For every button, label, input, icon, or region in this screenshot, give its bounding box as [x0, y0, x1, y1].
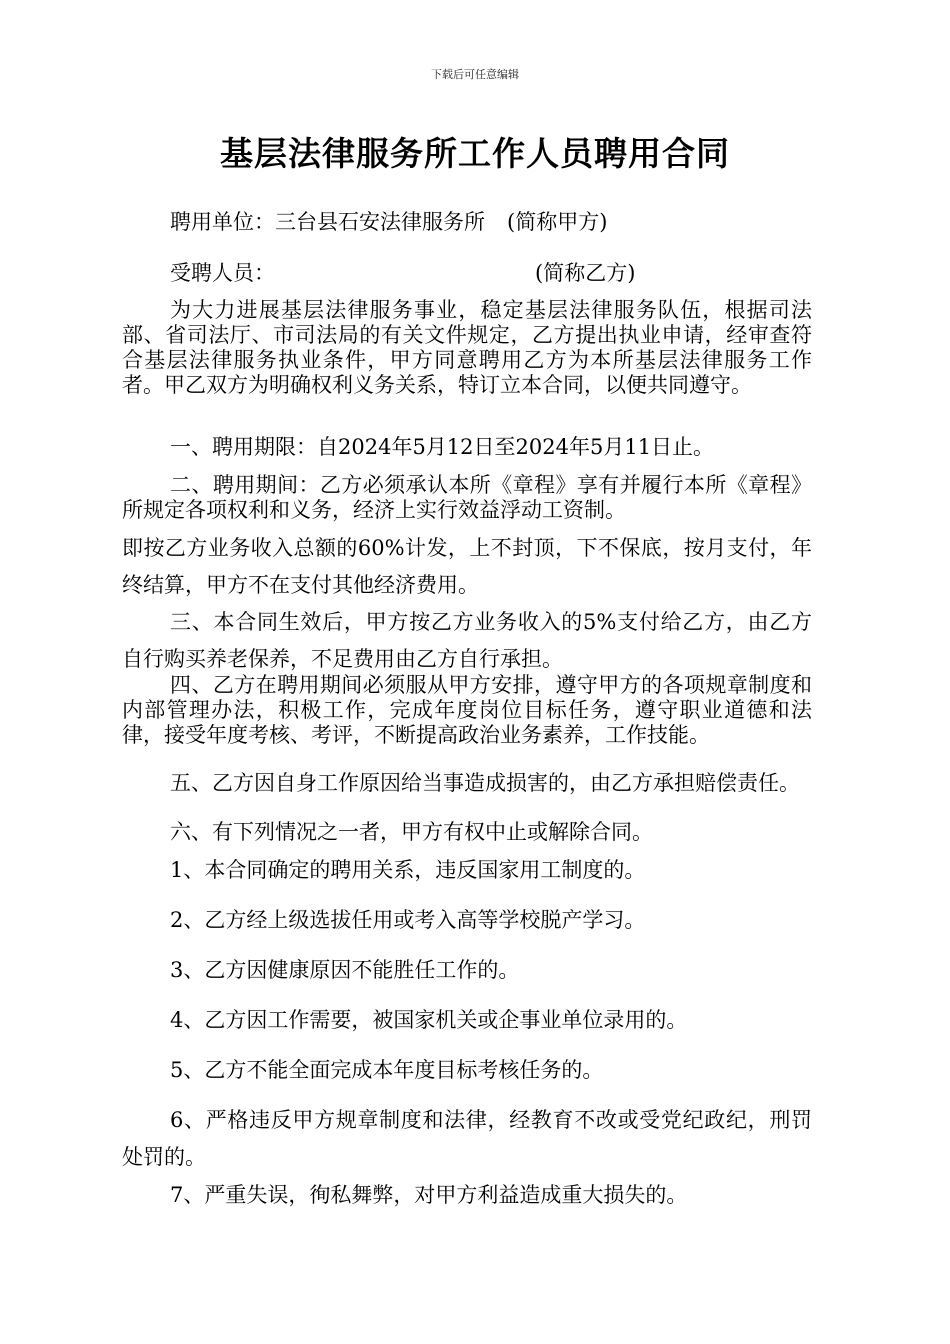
employer-name: 三台县石安法律服务所 [275, 210, 485, 234]
clause-2b: 即按乙方业务收入总额的60%计发，上不封顶，下不保底，按月支付，年终结算，甲方不在支付其他经济费用。 [122, 536, 812, 597]
clause-4: 四、乙方在聘用期间必须服从甲方安排，遵守甲方的各项规章制度和内部管理办法，积极工作，完成年度岗位目标任务，遵守职业道德和法律，接受年度考核、考评，不断提高政治业务素养，工作技能。 [122, 673, 812, 747]
list-item: 1、本合同确定的聘用关系，违反国家用工制度的。 [170, 858, 646, 882]
employee-alias: (简称乙方) [535, 261, 636, 285]
employer-line [122, 210, 812, 235]
page-title: 基层法律服务所工作人员聘用合同 [220, 134, 730, 173]
employee-line [122, 261, 812, 286]
clause-6: 六、有下列情况之一者，甲方有权中止或解除合同。 [170, 820, 653, 844]
preamble-paragraph: 为大力进展基层法律服务事业，稳定基层法律服务队伍，根据司法部、省司法厅、市司法局的有关文件规定，乙方提出执业申请，经审查符合基层法律服务执业条件，甲方同意聘用乙方为本所基层法律服务工作者。甲乙双方为明确权利义务关系，特订立本合同，以便共同遵守。 [122, 298, 812, 397]
list-item: 5、乙方不能全面完成本年度目标考核任务的。 [170, 1058, 604, 1082]
employer-label: 聘用单位： [170, 210, 275, 234]
employer-alias: (简称甲方) [507, 210, 608, 234]
list-item: 2、乙方经上级选拔任用或考入高等学校脱产学习。 [170, 908, 646, 932]
list-item: 3、乙方因健康原因不能胜任工作的。 [170, 958, 520, 982]
clause-1: 一、聘用期限：自2024年5月12日至2024年5月11日止。 [170, 435, 715, 459]
list-item: 6、严格违反甲方规章制度和法律，经教育不改或受党纪政纪，刑罚处罚的。 [122, 1108, 812, 1169]
list-item: 4、乙方因工作需要，被国家机关或企事业单位录用的。 [170, 1008, 688, 1032]
header-note: 下载后可任意编辑 [431, 68, 519, 81]
clause-5: 五、乙方因自身工作原因给当事造成损害的，由乙方承担赔偿责任。 [170, 771, 800, 795]
clause-2a: 二、聘用期间：乙方必须承认本所《章程》享有并履行本所《章程》所规定各项权利和义务，经济上实行效益浮动工资制。 [122, 473, 812, 522]
employee-label: 受聘人员： [170, 261, 275, 285]
clause-3: 三、本合同生效后，甲方按乙方业务收入的5%支付给乙方，由乙方自行购买养老保养，不足费用由乙方自行承担。 [122, 610, 812, 671]
list-item: 7、严重失误，徇私舞弊，对甲方利益造成重大损失的。 [170, 1183, 688, 1207]
